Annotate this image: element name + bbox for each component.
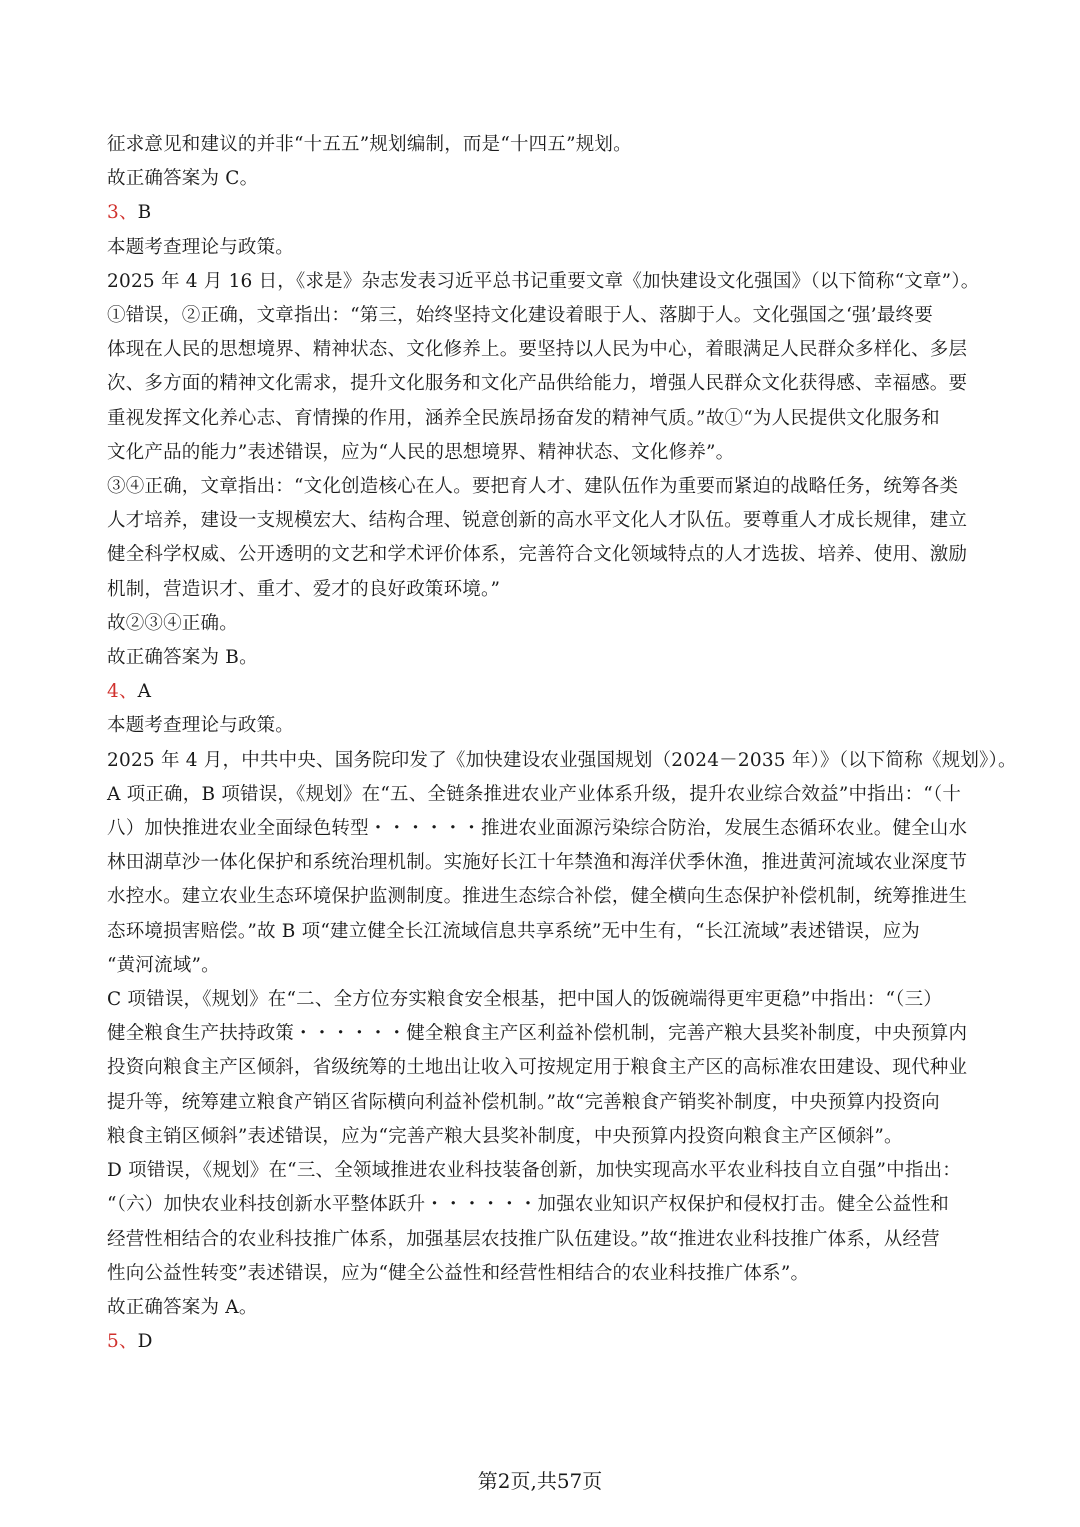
text-line: C 项错误，《规划》在“二、全方位夯实粮食安全根基，把中国人的饭碗端得更牢更稳”中指出：“（三） — [107, 989, 943, 1011]
text-line: 投资向粮食主产区倾斜，省级统筹的土地出让收入可按规定用于粮食主产区的高标准农田建设、现代种业 — [107, 1057, 968, 1079]
answer-line — [107, 196, 979, 230]
paragraph — [107, 162, 979, 196]
text-line: 2025 年 4 月，中共中央、国务院印发了《加快建设农业强国规划（2024－2035 年）》（以下简称《规划》）。 — [107, 749, 1017, 771]
text-line: 次、多方面的精神文化需求，提升文化服务和文化产品供给能力，增强人民群众文化获得感、幸福感。要 — [107, 373, 968, 395]
document-body — [107, 128, 1017, 1359]
text-line: 故正确答案为 A。 — [107, 1296, 258, 1318]
paragraph — [107, 778, 979, 983]
text-line: 性向公益性转变”表述错误，应为“健全公益性和经营性相结合的农业科技推广体系”。 — [107, 1262, 810, 1284]
text-line: 健全粮食生产扶持政策・・・・・・健全粮食主产区利益补偿机制，完善产粮大县奖补制度，中央预算内 — [107, 1023, 968, 1045]
answer-line — [107, 675, 979, 709]
text-line: 八）加快推进农业全面绿色转型・・・・・・推进农业面源污染综合防治，发展生态循环农业。健全山水 — [107, 818, 968, 840]
paragraph — [107, 709, 979, 743]
page-footer: 第2页,共57页 — [477, 1469, 603, 1493]
text-line: ①错误，②正确，文章指出：“第三，始终坚持文化建设着眼于人、落脚于人。文化强国之‘强’最终要 — [107, 305, 933, 327]
question-number: 3、 — [107, 202, 138, 224]
answer-letter: B — [137, 202, 152, 224]
answer-letter: D — [137, 1331, 153, 1353]
text-line: “黄河流域”。 — [107, 954, 220, 976]
text-line: 水控水。建立农业生态环境保护监测制度。推进生态综合补偿，健全横向生态保护补偿机制，统筹推进生 — [107, 886, 968, 908]
answer-heading — [107, 675, 979, 709]
text-line: D 项错误，《规划》在“三、全领域推进农业科技装备创新，加快实现高水平农业科技自立自强”中指出： — [107, 1160, 961, 1182]
text-line: 故正确答案为 B。 — [107, 647, 258, 669]
paragraph — [107, 607, 979, 641]
text-line: 提升等，统筹建立粮食产销区省际横向利益补偿机制。”故“完善粮食产销奖补制度，中央预算内投资向 — [107, 1091, 940, 1113]
paragraph — [107, 299, 979, 470]
text-line: 2025 年 4 月 16 日，《求是》杂志发表习近平总书记重要文章《加快建设文化强国》（以下简称“文章”）。 — [107, 270, 980, 292]
text-line: 态环境损害赔偿。”故 B 项“建立健全长江流域信息共享系统”无中生有，“长江流域”表述错误，应为 — [107, 920, 920, 942]
text-line: ③④正确，文章指出：“文化创造核心在人。要把育人才、建队伍作为重要而紧迫的战略任务，统筹各类 — [107, 476, 959, 498]
paragraph — [107, 128, 979, 162]
paragraph — [107, 744, 1017, 778]
text-line: 林田湖草沙一体化保护和系统治理机制。实施好长江十年禁渔和海洋伏季休渔，推进黄河流域农业深度节 — [107, 852, 968, 874]
question-number: 5、 — [107, 1331, 138, 1353]
text-line: 文化产品的能力”表述错误，应为“人民的思想境界、精神状态、文化修养”。 — [107, 441, 735, 463]
paragraph — [107, 983, 979, 1154]
text-line: 体现在人民的思想境界、精神状态、文化修养上。要坚持以人民为中心，着眼满足人民群众多样化、多层 — [107, 339, 968, 361]
answer-letter: A — [137, 681, 152, 703]
text-line: 征求意见和建议的并非“十五五”规划编制，而是“十四五”规划。 — [107, 134, 632, 155]
text-line: 故正确答案为 C。 — [107, 168, 259, 190]
text-line: 粮食主销区倾斜”表述错误，应为“完善产粮大县奖补制度，中央预算内投资向粮食主产区倾斜”。 — [107, 1125, 903, 1147]
text-line: 人才培养，建设一支规模宏大、结构合理、锐意创新的高水平文化人才队伍。要尊重人才成长规律，建立 — [107, 510, 968, 532]
answer-heading — [107, 196, 979, 230]
question-number: 4、 — [107, 681, 138, 703]
text-line: 重视发挥文化养心志、育情操的作用，涵养全民族昂扬奋发的精神气质。”故①“为人民提供文化服务和 — [107, 407, 940, 429]
text-line: 本题考查理论与政策。 — [107, 236, 295, 258]
text-line: 故②③④正确。 — [107, 612, 238, 634]
answer-line — [107, 1325, 979, 1359]
text-line: 机制，营造识才、重才、爱才的良好政策环境。” — [107, 578, 501, 600]
text-line: 经营性相结合的农业科技推广体系，加强基层农技推广队伍建设。”故“推进农业科技推广体系，从经营 — [107, 1228, 940, 1250]
paragraph — [107, 470, 979, 607]
text-line: A 项正确，B 项错误，《规划》在“五、全链条推进农业产业体系升级，提升农业综合效益”中指出：“（十 — [107, 783, 962, 805]
paragraph — [107, 265, 979, 299]
answer-heading — [107, 1325, 979, 1359]
text-line: “（六）加快农业科技创新水平整体跃升・・・・・・加强农业知识产权保护和侵权打击。健全公益性和 — [107, 1194, 949, 1216]
paragraph — [107, 1154, 979, 1291]
paragraph — [107, 1291, 979, 1325]
text-line: 健全科学权威、公开透明的文艺和学术评价体系，完善符合文化领域特点的人才选拔、培养、使用、激励 — [107, 544, 968, 566]
paragraph — [107, 641, 979, 675]
paragraph — [107, 231, 979, 265]
text-line: 本题考查理论与政策。 — [107, 715, 295, 737]
